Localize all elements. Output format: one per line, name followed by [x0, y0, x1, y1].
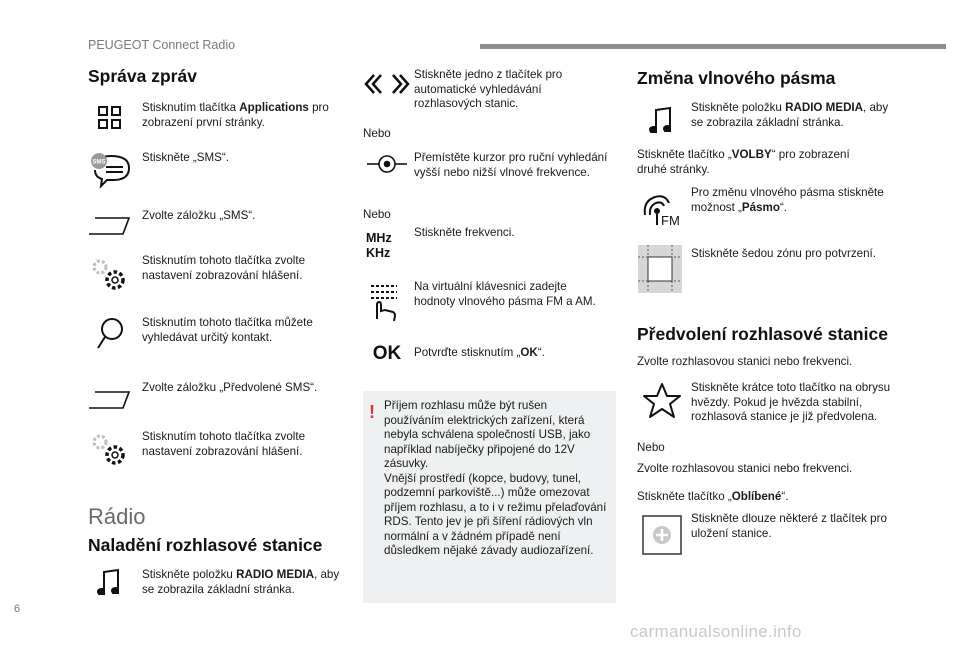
- music-note-icon: [88, 562, 132, 602]
- item-radio-media-text-2: Stiskněte položku RADIO MEDIA, aby se zobrazila základní stránka.: [691, 101, 889, 129]
- note-text: [384, 399, 610, 559]
- heading-change-band: Změna vlnového pásma: [637, 68, 836, 88]
- fm-label: FM: [661, 213, 680, 228]
- page-number: 6: [14, 603, 21, 615]
- settings-gears-icon: [86, 254, 132, 294]
- tab-icon: [86, 380, 132, 420]
- frequency-unit-icon: [366, 228, 406, 264]
- item-sms-text: Stiskněte „SMS“.: [142, 151, 229, 164]
- header-bar: [480, 44, 946, 49]
- nebo-label-1: Nebo: [363, 127, 391, 140]
- svg-text:SMS: SMS: [92, 159, 106, 166]
- seek-arrows-icon: [362, 70, 412, 98]
- select-station-text-1: Zvolte rozhlasovou stanici nebo frekvenci.: [637, 355, 853, 368]
- music-note-icon: [640, 100, 684, 140]
- warning-icon: !: [369, 402, 375, 422]
- frequency-slider-icon: [364, 150, 410, 178]
- note-paragraph-1: Příjem rozhlasu může být rušen používáním elektrických zařízení, která nebyla schválena společností USB, jako například nabíječky připojené do 12V zásuvky.: [384, 399, 591, 470]
- heading-radio: Rádio: [88, 504, 146, 529]
- note-paragraph-2: Vnější prostředí (kopce, budovy, tunel, podzemní parkoviště...) může omezovat příjem rozhlasu, a to i v režimu přelaďování RDS. Tento jev je při šíření rádiových vln normální a v žádném případě není důsledkem nějaké závady audiozařízení.: [384, 471, 607, 557]
- mhz-label: MHz: [366, 231, 392, 245]
- search-icon: [88, 314, 132, 354]
- grey-zone-icon: [638, 245, 682, 293]
- nebo-label-3: Nebo: [637, 441, 665, 454]
- settings-gears-icon: [86, 429, 132, 469]
- item-keypad-text: Na virtuální klávesnici zadejte hodnoty vlnového pásma FM a AM.: [414, 280, 596, 308]
- watermark: carmanualsonline.info: [630, 622, 802, 641]
- fm-band-icon: [638, 190, 684, 230]
- item-ok-text: Potvrďte stisknutím „OK“.: [414, 346, 545, 359]
- ok-button-icon: OK: [372, 343, 402, 364]
- select-station-text-2: Zvolte rozhlasovou stanici nebo frekvenci.: [637, 462, 853, 475]
- item-seek-text: Stiskněte jedno z tlačítek pro automatické vyhledávání rozhlasových stanic.: [414, 68, 563, 110]
- nebo-label-2: Nebo: [363, 208, 391, 221]
- apps-grid-icon: [88, 98, 132, 138]
- khz-label: KHz: [366, 246, 391, 260]
- item-sms-tab-text: Zvolte záložku „SMS“.: [142, 209, 256, 222]
- keypad-hand-icon: [364, 280, 410, 324]
- item-long-press-text: Stiskněte dlouze některé z tlačítek pro uložení stanice.: [691, 512, 887, 540]
- item-slider-text: Přemístěte kurzor pro ruční vyhledání vyšší nebo nižší vlnové frekvence.: [414, 151, 608, 179]
- item-frequency-text: Stiskněte frekvenci.: [414, 226, 515, 239]
- header-title: PEUGEOT Connect Radio: [88, 38, 236, 52]
- item-presets-tab-text: Zvolte záložku „Předvolené SMS“.: [142, 381, 318, 394]
- item-star-text: Stiskněte krátce toto tlačítko na obrysu hvězdy. Pokud je hvězda stabilní, rozhlasová stanice je již předvolena.: [691, 381, 891, 423]
- sms-bubble-icon: [88, 151, 134, 191]
- oblibene-instruction: Stiskněte tlačítko „Oblíbené“.: [637, 490, 789, 503]
- heading-preset-station: Předvolení rozhlasové stanice: [637, 324, 888, 344]
- tab-icon: [86, 206, 132, 246]
- add-preset-icon: [640, 514, 684, 556]
- item-applications-text: Stisknutím tlačítka Applications pro zobrazení první stránky.: [142, 101, 329, 129]
- heading-messages: Správa zpráv: [88, 66, 197, 86]
- item-settings-text-1: Stisknutím tohoto tlačítka zvolte nastavení zobrazování hlášení.: [142, 254, 306, 282]
- volby-instruction: Stiskněte tlačítko „VOLBY“ pro zobrazení druhé stránky.: [637, 148, 850, 176]
- heading-tune-station: Naladění rozhlasové stanice: [88, 535, 323, 555]
- item-radio-media-text-1: Stiskněte položku RADIO MEDIA, aby se zobrazila základní stránka.: [142, 568, 340, 596]
- star-icon: [640, 380, 684, 422]
- item-search-text: Stisknutím tohoto tlačítka můžete vyhledávat určitý kontakt.: [142, 316, 313, 344]
- item-pasmo-text: Pro změnu vlnového pásma stiskněte možnost „Pásmo“.: [691, 186, 884, 214]
- item-grey-zone-text: Stiskněte šedou zónu pro potvrzení.: [691, 247, 876, 260]
- item-settings-text-2: Stisknutím tohoto tlačítka zvolte nastavení zobrazování hlášení.: [142, 430, 306, 458]
